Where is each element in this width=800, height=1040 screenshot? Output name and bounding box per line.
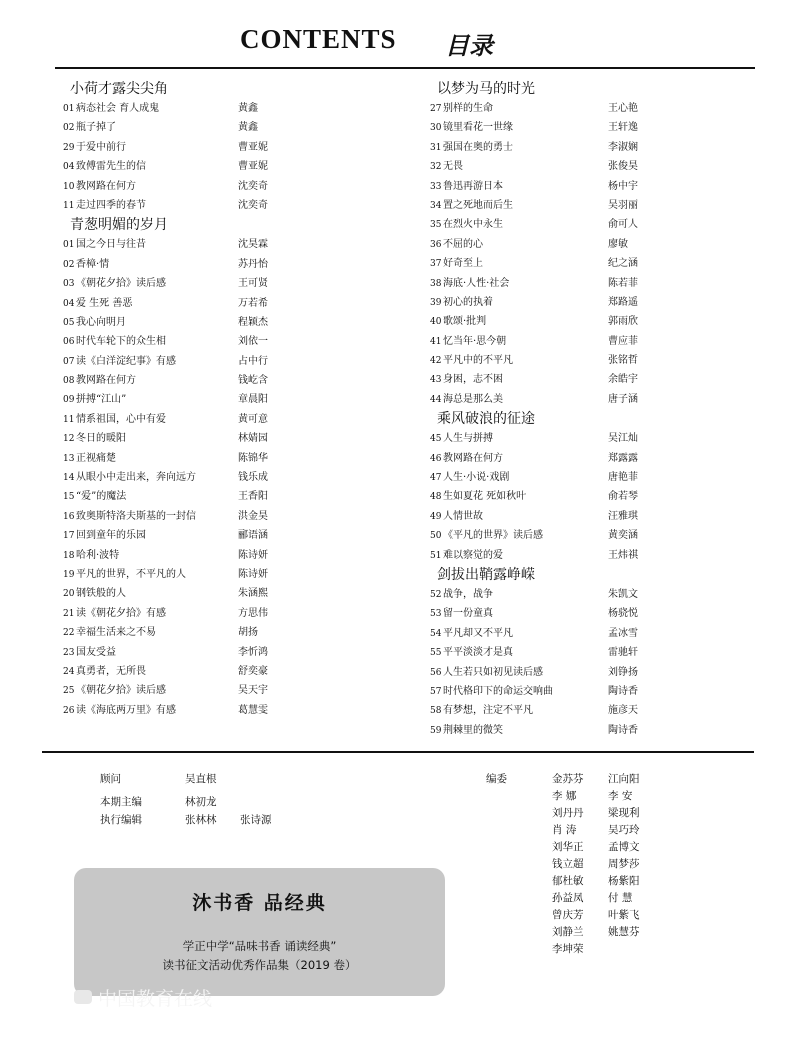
entry-author: 俞若琴 [608,491,638,503]
entry-title: 从眼小中走出来，奔向远方 [76,472,196,484]
entry-author: 占中行 [238,355,268,367]
entry-page-number: 06 [63,337,75,348]
entry-author: 刘依一 [238,336,268,348]
toc-entry [63,235,393,254]
entry-title: 生如夏花 死如秋叶 [443,491,527,503]
entry-title: 平平淡淡才是真 [443,647,513,659]
toc-entry [430,449,760,468]
editorial-board-member: 李坤荣 [552,943,584,955]
entry-author: 陶诗香 [608,685,638,697]
entry-page-number: 22 [63,628,75,639]
entry-page-number: 27 [430,104,442,114]
entry-author: 曹亚妮 [238,161,268,173]
entry-author: 黄鑫 [238,103,258,114]
entry-title: 读《朝花夕拾》有感 [76,607,166,619]
entry-author: 苏丹怡 [238,258,268,270]
editorial-board-member: 姚慧芬 [608,926,640,938]
toc-entry [63,196,393,215]
entry-title: 身困，志不困 [443,374,503,386]
toc-entry [430,312,760,331]
entry-author: 黄鑫 [238,122,258,134]
entry-page-number: 37 [430,259,442,270]
entry-author: 林婧园 [238,433,268,445]
toc-entry [63,623,393,642]
entry-page-number: 26 [63,705,75,716]
entry-author: 王香阳 [238,491,268,503]
entry-author: 王炜祺 [608,549,638,561]
toc-entry [63,313,393,332]
entry-page-number: 48 [430,492,442,503]
toc-entry [430,118,760,137]
toc-entry [430,643,760,662]
editorial-board-member: 江向阳 [608,773,640,785]
entry-title: 平凡却又不平凡 [443,627,513,639]
entry-title: 教网路在何方 [76,180,136,192]
entry-author: 郭雨欣 [608,316,638,328]
entry-page-number: 01 [63,104,75,114]
entry-title: 《平凡的世界》读后感 [443,530,543,542]
entry-title: 瓶子掉了 [76,122,116,134]
entry-title: 于爱中前行 [76,141,126,153]
entry-title: 我心向明月 [76,316,126,328]
entry-title: 人生若只如初见读后感 [443,666,543,678]
entry-title: 在烈火中永生 [443,219,503,231]
entry-author: 余皓宇 [608,374,638,386]
entry-author: 陈诗妍 [238,549,268,561]
entry-title: 致奥斯特洛夫斯基的一封信 [76,510,196,522]
entry-title: 有梦想，注定不平凡 [443,705,533,717]
entry-title: 读《白洋淀纪事》有感 [76,355,176,367]
entry-title: 置之死地而后生 [443,199,513,211]
entry-author: 廖敏 [608,238,628,250]
toc-entry [63,255,393,274]
entry-page-number: 45 [430,434,442,445]
entry-title: 海总是那么美 [443,393,503,405]
entry-title: 荆棘里的微笑 [443,724,503,736]
entry-page-number: 05 [63,317,75,328]
toc-entry [63,138,393,157]
entry-title: 《朝花夕拾》读后感 [76,278,166,290]
entry-title: 病态社会 育人成鬼 [76,103,160,114]
entry-page-number: 58 [430,706,442,717]
entry-title: 鲁迅再游日本 [443,180,503,192]
entry-page-number: 20 [63,589,75,600]
entry-author: 郦语涵 [238,530,268,542]
entry-author: 程颖杰 [238,316,268,328]
entry-title: “爱”的魔法 [76,491,127,503]
entry-author: 钱乐成 [238,472,268,484]
entry-title: 教网路在何方 [443,452,503,464]
editorial-board-member: 刘华正 [552,841,584,853]
right-column [430,79,760,740]
executive-editor-label: 执行编辑 [100,814,142,826]
entry-page-number: 15 [63,492,75,503]
entry-page-number: 44 [430,394,442,405]
toc-entry [63,390,393,409]
toc-entry [430,507,760,526]
collection-subtitle: 学正中学“品味书香 诵读经典” [182,939,337,953]
entry-title: 走过四季的春节 [76,199,146,211]
entry-author: 曹亚妮 [238,141,268,153]
toc-entry [430,487,760,506]
entry-page-number: 24 [63,666,75,677]
entry-title: 人情世故 [443,510,483,522]
editorial-board-member: 叶紫飞 [608,909,640,921]
entry-author: 朱涵熙 [238,588,268,600]
entry-author: 李淑娴 [608,141,638,153]
entry-page-number: 23 [63,647,75,658]
entry-page-number: 29 [63,142,75,153]
entry-page-number: 07 [63,356,75,367]
entry-title: 初心的执着 [443,296,493,308]
entry-page-number: 56 [430,667,442,678]
entry-title: 平凡中的不平凡 [443,355,513,367]
entry-title: 无畏 [443,161,463,173]
entry-page-number: 47 [430,473,442,484]
entry-page-number: 46 [430,453,442,464]
editorial-board-member: 李 娜 [552,790,577,802]
entry-title: 歌颂·批判 [443,316,487,328]
editorial-board-member: 金苏芬 [552,773,584,785]
entry-page-number: 59 [430,725,442,736]
entry-page-number: 39 [430,297,442,308]
entry-page-number: 17 [63,531,75,542]
entry-title: 冬日的暖阳 [76,433,126,445]
editorial-board-member: 孟博文 [608,841,640,853]
editorial-board-member: 刘丹丹 [552,807,584,819]
toc-entry [63,294,393,313]
editorial-board-member: 钱立超 [552,858,584,870]
entry-page-number: 34 [430,200,442,211]
entry-author: 洪金昊 [238,510,268,522]
entry-page-number: 25 [63,686,75,697]
entry-author: 陈锦华 [238,452,268,464]
toc-entry [430,585,760,604]
entry-author: 王心艳 [608,103,638,114]
editorial-board-member: 李 安 [608,790,633,802]
editorial-board-column [608,771,640,941]
toc-entry [430,468,760,487]
toc-entry [430,721,760,740]
entry-author: 胡扬 [238,627,258,639]
entry-page-number: 19 [63,569,75,580]
collection-info-box [74,868,445,996]
entry-page-number: 38 [430,278,442,289]
entry-title: 战争，战争 [443,588,493,600]
entry-author: 孟冰雪 [608,627,638,639]
entry-page-number: 10 [63,181,75,192]
entry-title: 人生·小说·戏剧 [443,472,510,484]
section-title: 青葱明媚的岁月 [70,217,168,234]
entry-title: 回到童年的乐园 [76,530,146,542]
entry-title: 强国在奥的勇士 [443,141,513,153]
entry-page-number: 04 [63,298,75,309]
entry-title: 香樟·情 [76,258,110,270]
entry-title: 留一份童真 [443,608,493,620]
collection-title: 沐书香 品经典 [192,892,327,914]
editorial-board-member: 吴巧玲 [608,824,640,836]
entry-author: 刘铮扬 [608,666,638,678]
toc-entry [430,624,760,643]
toc-entry [63,565,393,584]
toc-entry [63,681,393,700]
entry-title: 钢铁般的人 [76,588,126,600]
entry-page-number: 43 [430,375,442,386]
entry-page-number: 49 [430,511,442,522]
entry-title: 情系祖国，心中有爱 [76,413,166,425]
toc-entry [63,157,393,176]
entry-author: 吴羽丽 [608,199,638,211]
entry-page-number: 11 [63,200,75,211]
editorial-board-member: 肖 涛 [552,824,577,836]
editorial-board-member: 郁杜敏 [552,875,584,887]
entry-title: 难以察觉的爱 [443,549,503,561]
entry-page-number: 33 [430,181,442,192]
entry-page-number: 54 [430,628,442,639]
entry-page-number: 52 [430,589,442,600]
watermark-logo-icon [74,990,92,1004]
section-title: 以梦为马的时光 [437,81,535,97]
entry-title: 不屈的心 [443,238,483,250]
toc-entry [430,526,760,545]
toc-entry [63,118,393,137]
entry-author: 黄可意 [238,413,268,425]
entry-page-number: 42 [430,356,442,367]
entry-page-number: 41 [430,336,442,347]
entry-author: 葛慧雯 [238,704,268,716]
entry-title: 镜里看花一世缘 [443,122,513,134]
header [0,22,800,62]
toc-entry [63,429,393,448]
toc-entry [430,701,760,720]
toc-entry [430,274,760,293]
toc-entry [63,604,393,623]
toc-entry [63,410,393,429]
entry-page-number: 03 [63,279,75,290]
entry-title: 拼搏“江山” [76,394,127,406]
toc-entry [63,371,393,390]
editorial-board-member: 梁现利 [608,807,640,819]
entry-page-number: 13 [63,453,75,464]
entry-author: 郑路遥 [608,296,638,308]
entry-author: 王可贤 [238,278,268,290]
toc-entry [430,351,760,370]
entry-title: 平凡的世界，不平凡的人 [76,568,186,580]
toc-entry [63,274,393,293]
entry-page-number: 53 [430,609,442,620]
toc-entry [63,352,393,371]
toc-entry [430,254,760,273]
entry-author: 唐子涵 [608,393,638,405]
toc-entry [430,215,760,234]
entry-title: 教网路在何方 [76,375,136,387]
executive-editor-name: 张林林 [185,814,217,826]
entry-author: 吴江灿 [608,433,638,445]
entry-page-number: 02 [63,123,75,134]
editorial-board-column [552,771,584,958]
entry-title: 别样的生命 [443,103,493,114]
entry-title: 真勇者，无所畏 [76,665,146,677]
entry-author: 张铭哲 [608,355,638,367]
toc-entry [63,468,393,487]
entry-page-number: 51 [430,550,442,561]
section-title: 小荷才露尖尖角 [70,81,168,97]
entry-title: 好奇至上 [443,258,483,270]
editorial-board-label: 编委 [486,773,507,785]
entry-author: 朱凯文 [608,588,638,600]
toc-entry [430,370,760,389]
entry-title: 时代格印下的命运交响曲 [443,685,553,697]
toc-entry [63,526,393,545]
entry-page-number: 57 [430,686,442,697]
executive-editor-name: 张诗源 [240,814,272,826]
entry-title: 哈利·波特 [76,549,120,561]
entry-title: 国友受益 [76,646,116,658]
section-title: 乘风破浪的征途 [437,411,535,428]
toc-entry [430,332,760,351]
entry-author: 王轩逸 [608,122,638,134]
entry-author: 唐艳菲 [608,472,638,484]
entry-author: 章晨阳 [238,394,268,406]
entry-author: 沈奕奇 [238,199,268,211]
toc-entry [430,157,760,176]
entry-page-number: 55 [430,648,442,659]
entry-title: 国之今日与往昔 [76,239,146,251]
entry-page-number: 12 [63,434,75,445]
entry-author: 俞可人 [608,219,638,231]
toc-entry [430,604,760,623]
entry-author: 舒奕豪 [238,665,268,677]
toc-entry [63,487,393,506]
toc-entry [63,584,393,603]
contents-title: CONTENTS [240,24,397,54]
toc-entry [63,507,393,526]
toc-entry [430,390,760,409]
entry-page-number: 32 [430,162,442,173]
entry-title: 幸福生活来之不易 [76,627,156,639]
editorial-board-member: 刘静兰 [552,926,584,938]
entry-author: 杨中宇 [608,180,638,192]
toc-entry [63,449,393,468]
entry-author: 李忻鸿 [238,646,268,658]
toc-entry [63,701,393,720]
entry-author: 黄奕涵 [608,530,638,542]
toc-entry [430,682,760,701]
editorial-board-member: 孙益凤 [552,892,584,904]
toc-entry [63,332,393,351]
editorial-board-member: 周梦莎 [608,858,640,870]
toc-entry [430,177,760,196]
entry-author: 张俊昊 [608,161,638,173]
entry-page-number: 50 [430,531,442,542]
top-divider [55,67,755,69]
entry-title: 正视痛楚 [76,452,116,464]
entry-author: 汪雅琪 [608,510,638,522]
entry-title: 爱 生死 善恶 [76,297,133,309]
contents-title-chinese: 目录 [445,31,493,60]
entry-author: 郑露露 [608,452,638,464]
entry-author: 陈诗妍 [238,568,268,580]
toc-entry [63,177,393,196]
toc-entry [63,99,393,118]
left-column [63,79,393,720]
entry-author: 方思伟 [238,607,268,619]
entry-author: 雷驰轩 [608,647,638,659]
entry-title: 人生与拼搏 [443,433,493,445]
entry-author: 万若希 [238,297,268,309]
entry-title: 时代车轮下的众生相 [76,336,166,348]
entry-page-number: 35 [430,220,442,231]
chief-editor-name: 林初龙 [185,796,217,808]
entry-page-number: 01 [63,240,75,251]
entry-page-number: 21 [63,608,75,619]
entry-title: 忆当年·思今朝 [443,335,507,347]
toc-entry [430,99,760,118]
toc-entry [430,138,760,157]
toc-entry [430,235,760,254]
toc-entry [63,643,393,662]
entry-author: 钱屹含 [238,375,268,387]
entry-title: 致傅雷先生的信 [76,161,146,173]
entry-author: 沈奕奇 [238,180,268,192]
chief-editor-label: 本期主编 [100,796,142,808]
entry-page-number: 14 [63,473,75,484]
entry-page-number: 30 [430,123,442,134]
entry-author: 施彦天 [608,705,638,717]
advisor-name: 吴直根 [185,773,217,785]
entry-page-number: 16 [63,511,75,522]
collection-subtitle: 读书征文活动优秀作品集（2019 卷） [162,958,357,972]
entry-page-number: 08 [63,376,75,387]
entry-page-number: 09 [63,395,75,406]
editorial-board-member: 付 慧 [608,892,633,904]
entry-page-number: 11 [63,414,75,425]
toc-entry [430,293,760,312]
entry-title: 海底·人性·社会 [443,277,510,289]
entry-page-number: 40 [430,317,442,328]
entry-title: 读《海底两万里》有感 [76,704,176,716]
entry-author: 沈昊霖 [238,239,268,251]
entry-page-number: 02 [63,259,75,270]
toc-entry [430,546,760,565]
entry-author: 陶诗香 [608,724,638,736]
entry-author: 吴天宇 [238,685,268,697]
toc-entry [430,663,760,682]
editorial-board-member: 曾庆芳 [552,909,584,921]
toc-entry [430,196,760,215]
entry-title: 《朝花夕拾》读后感 [76,685,166,697]
advisor-label: 顾问 [100,773,121,785]
toc-entry [63,546,393,565]
entry-author: 纪之涵 [608,258,638,270]
toc-entry [63,662,393,681]
toc-entry [430,429,760,448]
entry-page-number: 31 [430,142,442,153]
middle-divider [42,751,754,753]
entry-author: 陈若菲 [608,277,638,289]
editorial-board-member: 杨紫阳 [608,875,640,887]
entry-page-number: 04 [63,162,75,173]
entry-page-number: 18 [63,550,75,561]
watermark-text: 中国教育在线 [98,988,213,1010]
section-title: 剑拔出鞘露峥嵘 [437,566,535,583]
entry-page-number: 36 [430,239,442,250]
entry-author: 曹应菲 [608,335,638,347]
entry-author: 杨骁悦 [608,608,638,620]
